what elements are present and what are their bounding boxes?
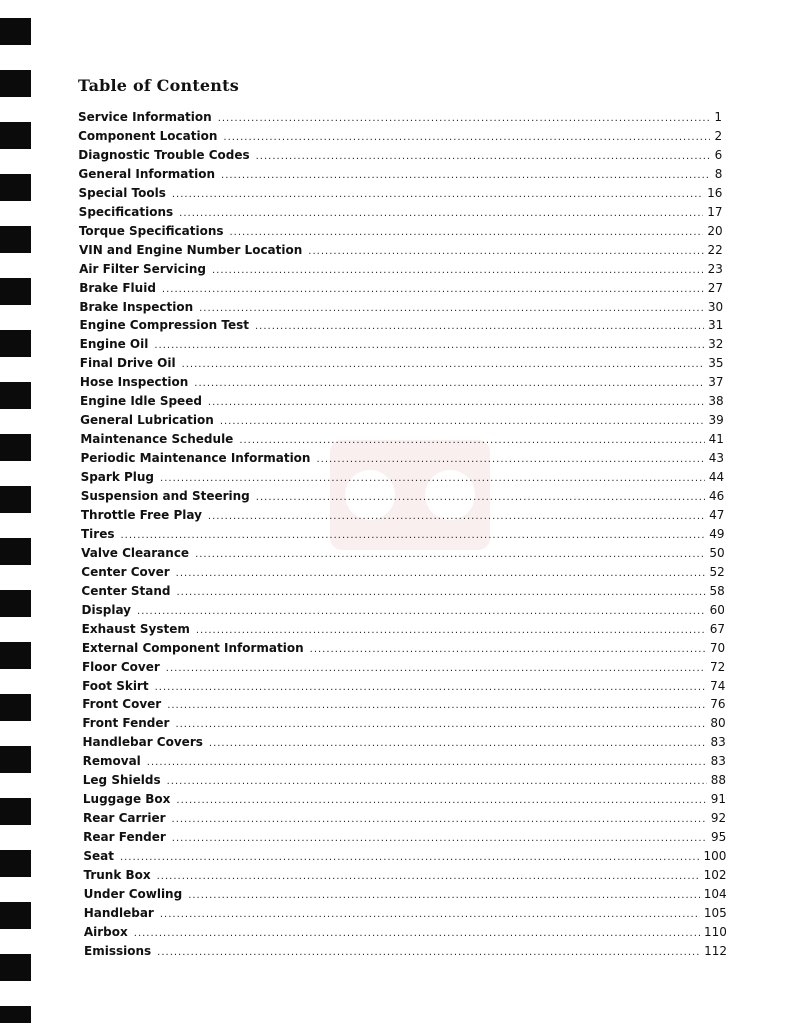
dot-leader [209, 734, 707, 753]
dot-leader [194, 374, 704, 393]
toc-entry[interactable] [79, 203, 723, 222]
toc-entry-page-number: 30 [707, 299, 724, 314]
toc-entry[interactable] [78, 146, 722, 165]
dot-leader [208, 393, 704, 412]
binding-hole [0, 694, 31, 721]
dot-leader [176, 583, 705, 602]
binding-hole [0, 850, 31, 877]
toc-entry[interactable] [82, 695, 725, 714]
binding-hole [0, 538, 31, 565]
dot-leader [134, 924, 700, 943]
toc-entry-title: Final Drive Oil [79, 356, 176, 371]
toc-entry[interactable] [78, 108, 722, 127]
dot-leader [218, 109, 711, 128]
toc-entry-page-number: 70 [709, 640, 726, 655]
toc-entry-page-number: 22 [707, 242, 723, 257]
binding-hole [0, 954, 31, 981]
toc-entry[interactable] [83, 828, 726, 847]
toc-entry-title: General Information [78, 166, 216, 181]
toc-entry-page-number: 41 [708, 432, 724, 447]
toc-entry[interactable] [81, 544, 724, 563]
toc-entry-title: General Lubrication [80, 413, 214, 428]
toc-entry-title: Diagnostic Trouble Codes [78, 147, 250, 162]
toc-entry-page-number: 112 [704, 943, 727, 958]
toc-entry-title: Center Cover [81, 564, 170, 579]
toc-entry[interactable] [80, 449, 724, 468]
binding-hole [0, 590, 31, 617]
toc-entry-title: Suspension and Steering [80, 489, 250, 503]
toc-entry[interactable] [80, 316, 724, 335]
dot-leader [195, 545, 705, 564]
dot-leader [196, 621, 706, 640]
toc-entry-page-number: 50 [709, 545, 725, 560]
toc-entry-title: Maintenance Schedule [80, 432, 234, 447]
toc-entry-title: VIN and Engine Number Location [78, 242, 303, 257]
toc-entry-title: Specifications [78, 204, 174, 219]
toc-entry-title: Front Fender [82, 716, 170, 731]
toc-entry[interactable] [80, 411, 724, 430]
toc-entry[interactable] [84, 904, 727, 923]
binding-hole [0, 122, 31, 149]
toc-entry-title: Emissions [84, 943, 152, 958]
dot-leader [167, 772, 707, 791]
toc-entry[interactable] [82, 639, 725, 658]
binding-hole [0, 486, 31, 513]
toc-entry-page-number: 105 [703, 905, 727, 920]
toc-entry[interactable] [83, 790, 726, 809]
toc-entry[interactable] [84, 885, 727, 904]
dot-leader [167, 696, 706, 715]
toc-entry-page-number: 100 [703, 849, 727, 864]
dot-leader [230, 223, 704, 242]
dot-leader [256, 147, 711, 166]
binding-hole [0, 330, 31, 357]
toc-entry-title: External Component Information [81, 640, 304, 655]
toc-entry-title: Handlebar Covers [82, 735, 203, 750]
toc-entry[interactable] [81, 487, 725, 506]
toc-entry[interactable] [84, 942, 727, 961]
toc-entry[interactable] [82, 601, 725, 620]
toc-entry-page-number: 1 [714, 110, 722, 124]
toc-entry-title: Hose Inspection [79, 375, 189, 390]
toc-entry[interactable] [81, 525, 725, 544]
toc-entry-page-number: 20 [707, 223, 723, 238]
toc-entry-page-number: 58 [709, 583, 725, 598]
toc-entry-title: Component Location [78, 128, 218, 143]
toc-entry-page-number: 72 [710, 659, 726, 674]
dot-leader [160, 469, 705, 488]
toc-entry-title: Periodic Maintenance Information [80, 451, 311, 466]
toc-entry-title: Luggage Box [82, 792, 171, 807]
toc-entry-page-number: 39 [708, 413, 724, 428]
dot-leader [175, 715, 706, 734]
toc-entry-page-number: 43 [708, 451, 725, 466]
dot-leader [147, 753, 707, 772]
dot-leader [212, 261, 704, 280]
dot-leader [155, 678, 707, 697]
dot-leader [176, 564, 706, 583]
toc-entry-title: Torque Specifications [78, 223, 224, 238]
toc-entry-page-number: 6 [714, 147, 723, 162]
toc-entry-page-number: 47 [709, 507, 725, 522]
binding-hole [0, 174, 31, 201]
toc-entry-page-number: 49 [709, 526, 725, 541]
dot-leader [137, 602, 706, 621]
toc-entry-title: Display [81, 602, 132, 617]
toc-entry-page-number: 32 [708, 337, 724, 352]
dot-leader [308, 242, 703, 261]
toc-entry-page-number: 110 [703, 924, 727, 939]
dot-leader [310, 640, 706, 659]
binding-hole [0, 278, 31, 305]
toc-entry-title: Rear Fender [83, 830, 166, 845]
dot-leader [188, 886, 700, 905]
binding-hole [0, 1006, 31, 1023]
toc-entry-title: Leg Shields [82, 773, 161, 788]
binding-hole [0, 226, 31, 253]
toc-entry[interactable] [82, 714, 725, 733]
toc-entry[interactable] [79, 260, 723, 279]
toc-entry-page-number: 74 [710, 678, 726, 693]
toc-entry[interactable] [81, 582, 724, 601]
binding-hole [0, 798, 31, 825]
dot-leader [179, 204, 703, 223]
toc-entry-title: Rear Carrier [83, 811, 166, 826]
toc-entry-page-number: 27 [707, 280, 723, 295]
toc-entry-title: Handlebar [83, 905, 154, 920]
dot-leader [154, 336, 704, 355]
toc-entry-page-number: 37 [708, 375, 724, 390]
dot-leader [223, 128, 710, 147]
page-title: Table of Contents [78, 76, 239, 95]
dot-leader [176, 791, 706, 810]
toc-entry-title: Tires [81, 526, 115, 541]
dot-leader [157, 943, 700, 962]
dot-leader [172, 810, 707, 829]
toc-entry-title: Valve Clearance [81, 545, 190, 560]
toc-entry-title: Foot Skirt [82, 678, 149, 693]
binding-hole [0, 18, 31, 45]
toc-entry-page-number: 23 [707, 261, 723, 276]
toc-entry[interactable] [80, 373, 724, 392]
toc-entry-page-number: 67 [709, 621, 726, 636]
toc-entry-title: Service Information [78, 110, 212, 124]
toc-entry-title: Engine Compression Test [79, 318, 249, 333]
dot-leader [157, 867, 700, 886]
toc-entry-page-number: 95 [711, 830, 727, 845]
toc-entry-title: Front Cover [82, 697, 162, 712]
toc-entry[interactable] [80, 392, 724, 411]
dot-leader [121, 526, 706, 545]
toc-entry[interactable] [79, 298, 723, 317]
toc-entry-title: Brake Fluid [79, 280, 156, 295]
toc-entry[interactable] [82, 677, 725, 696]
toc-entry-page-number: 80 [710, 716, 726, 731]
toc-entry-page-number: 83 [710, 754, 726, 769]
toc-entry-page-number: 35 [708, 356, 724, 371]
toc-entry-page-number: 38 [708, 394, 724, 409]
toc-entry-title: Brake Inspection [79, 299, 194, 314]
toc-entry-page-number: 76 [710, 697, 726, 712]
binding-holes [0, 0, 40, 1035]
dot-leader [166, 659, 706, 678]
toc-entry-page-number: 8 [714, 166, 723, 181]
toc-entry[interactable] [79, 184, 723, 203]
toc-entry-page-number: 102 [703, 868, 727, 882]
toc-entry[interactable] [79, 222, 723, 241]
toc-entry-page-number: 16 [707, 185, 723, 200]
toc-entry-page-number: 92 [710, 811, 727, 826]
toc-entry-title: Floor Cover [81, 659, 160, 674]
dot-leader [172, 829, 707, 848]
toc-entry-title: Center Stand [81, 583, 171, 598]
toc-entry[interactable] [81, 563, 724, 582]
toc-entry-title: Special Tools [78, 185, 166, 200]
dot-leader [256, 488, 705, 507]
dot-leader [162, 280, 704, 299]
toc-entry-title: Trunk Box [83, 868, 151, 882]
toc-entry-page-number: 2 [714, 128, 723, 143]
toc-entry[interactable] [81, 506, 725, 525]
toc-entry[interactable] [79, 279, 723, 298]
toc-entry-page-number: 60 [709, 602, 725, 617]
toc-entry-title: Seat [83, 849, 114, 864]
toc-entry[interactable] [84, 923, 727, 942]
dot-leader [120, 848, 700, 867]
toc-entry[interactable] [81, 468, 725, 487]
toc-entry[interactable] [82, 620, 725, 639]
toc-entry-title: Air Filter Servicing [79, 261, 206, 276]
toc-entry-page-number: 17 [707, 204, 723, 219]
toc-entry[interactable] [83, 752, 726, 771]
toc-entry[interactable] [82, 658, 725, 677]
toc-entry-page-number: 83 [710, 735, 726, 750]
toc-entry-page-number: 46 [708, 489, 725, 503]
dot-leader [172, 185, 703, 204]
dot-leader [160, 905, 700, 924]
binding-hole [0, 434, 31, 461]
toc-entry-title: Removal [82, 754, 141, 769]
toc-entry[interactable] [78, 165, 722, 184]
dot-leader [255, 317, 704, 336]
dot-leader [220, 412, 705, 431]
toc-entry-page-number: 88 [710, 773, 726, 788]
toc-entry-page-number: 104 [703, 886, 727, 901]
toc-entry[interactable] [83, 866, 726, 885]
toc-entry[interactable] [80, 335, 724, 354]
binding-hole [0, 382, 31, 409]
toc-entry[interactable] [78, 127, 722, 146]
dot-leader [239, 431, 704, 450]
dot-leader [182, 355, 705, 374]
toc-entry-page-number: 91 [710, 792, 727, 807]
binding-hole [0, 642, 31, 669]
toc-entry[interactable] [83, 809, 726, 828]
dot-leader [199, 299, 704, 318]
toc-entry[interactable] [83, 771, 726, 790]
toc-entry-title: Under Cowling [83, 886, 183, 901]
toc-entry-page-number: 31 [707, 318, 724, 333]
binding-hole [0, 746, 31, 773]
binding-hole [0, 902, 31, 929]
toc-entry[interactable] [80, 430, 724, 449]
dot-leader [208, 507, 705, 526]
toc-entry-page-number: 52 [709, 564, 725, 579]
toc-entry-title: Spark Plug [80, 470, 155, 485]
toc-entry[interactable] [83, 847, 726, 866]
dot-leader [221, 166, 711, 185]
toc-entry-title: Engine Oil [79, 337, 149, 352]
toc-entry-title: Airbox [83, 924, 128, 939]
binding-hole [0, 70, 31, 97]
toc-entry-title: Throttle Free Play [80, 507, 202, 522]
toc-entry-title: Exhaust System [81, 621, 190, 636]
dot-leader [316, 450, 704, 469]
toc-entry-page-number: 44 [708, 470, 725, 485]
toc-entry[interactable] [80, 354, 724, 373]
toc-entry[interactable] [79, 241, 723, 260]
toc-entry[interactable] [83, 733, 726, 752]
toc-entry-title: Engine Idle Speed [80, 394, 202, 409]
